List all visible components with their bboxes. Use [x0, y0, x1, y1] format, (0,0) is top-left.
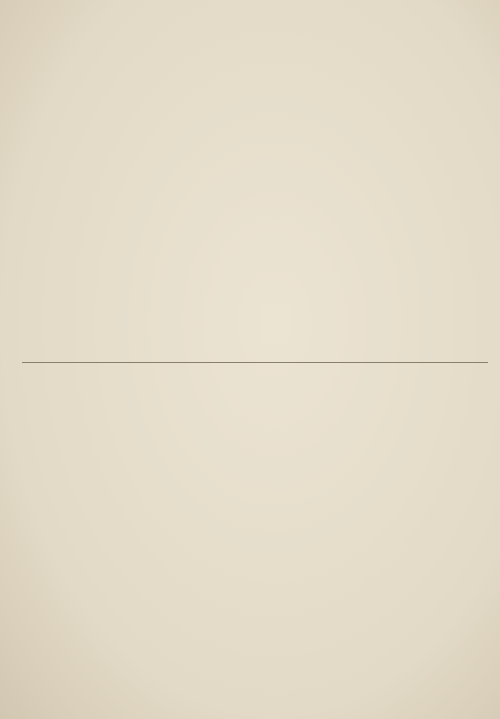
upper-text-block — [20, 6, 480, 358]
section-divider — [22, 362, 488, 363]
lower-text-block — [20, 370, 480, 692]
